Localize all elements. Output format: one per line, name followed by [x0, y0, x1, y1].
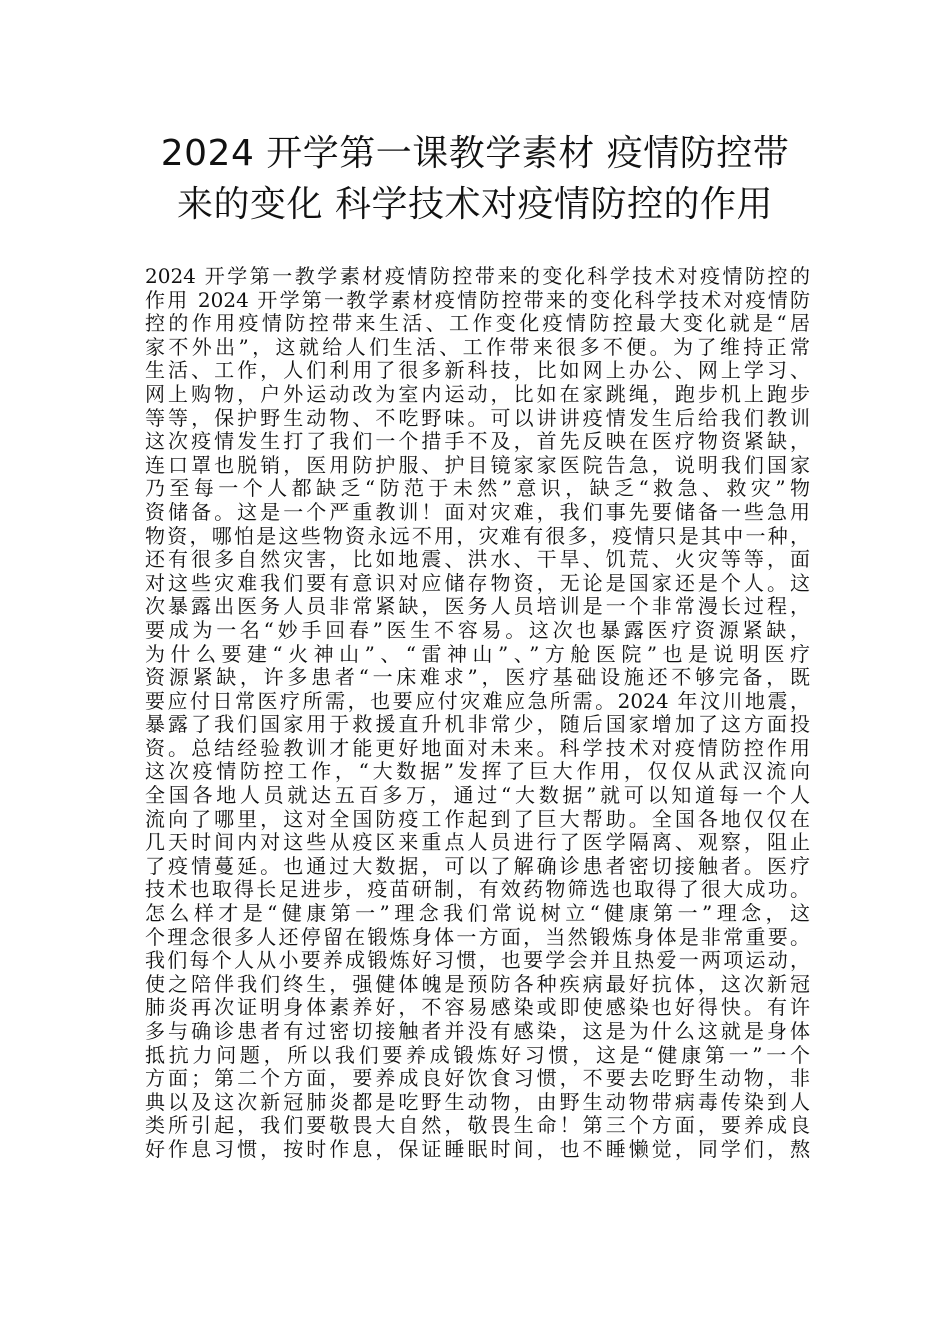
body-line: 次暴露出医务人员非常紧缺，医务人员培训是一个非常漫长过程， — [145, 595, 810, 619]
body-line: 多与确诊患者有过密切接触者并没有感染，这是为什么这就是身体 — [145, 1020, 810, 1043]
document-body — [145, 265, 810, 1162]
body-line: 全国各地人员就达五百多万，通过“大数据”就可以知道每一个人 — [145, 784, 810, 808]
body-line: 几天时间内对这些从疫区来重点人员进行了医学隔离、观察，阻止 — [145, 831, 810, 855]
body-line: 肺炎再次证明身体素养好，不容易感染或即使感染也好得快。有许 — [145, 996, 810, 1020]
body-line: 为什么要建“火神山”、“雷神山”、”方舱医院”也是说明医疗 — [145, 642, 810, 666]
body-line: 等等，保护野生动物、不吃野味。可以讲讲疫情发生后给我们教训 — [145, 406, 810, 430]
body-line: 个理念很多人还停留在锻炼身体一方面，当然锻炼身体是非常重要。 — [145, 925, 810, 949]
body-line: 这次疫情防控工作，“大数据”发挥了巨大作用，仅仅从武汉流向 — [145, 760, 810, 784]
body-line: 物资，哪怕是这些物资永远不用，灾难有很多，疫情只是其中一种， — [145, 524, 810, 548]
document-title — [120, 128, 830, 230]
body-line: 好作息习惯，按时作息，保证睡眠时间，也不睡懒觉，同学们，熬 — [145, 1137, 810, 1161]
body-line: 典以及这次新冠肺炎都是吃野生动物，由野生动物带病毒传染到人 — [145, 1090, 810, 1114]
body-line: 资源紧缺，许多患者“一床难求”，医疗基础设施还不够完备，既 — [145, 666, 810, 690]
body-line: 怎么样才是“健康第一”理念我们常说树立“健康第一”理念，这 — [145, 902, 810, 926]
title-line-1: 2024 开学第一课教学素材 疫情防控带 — [160, 133, 790, 174]
title-line-2: 来的变化 科学技术对疫情防控的作用 — [177, 184, 773, 225]
body-line: 对这些灾难我们要有意识对应储存物资，无论是国家还是个人。这 — [145, 571, 810, 595]
body-line: 乃至每一个人都缺乏“防范于未然”意识，缺乏“救急、救灾”物 — [145, 477, 810, 501]
body-line: 流向了哪里，这对全国防疫工作起到了巨大帮助。全国各地仅仅在 — [145, 807, 810, 831]
body-line: 控的作用疫情防控带来生活、工作变化疫情防控最大变化就是“居 — [145, 312, 810, 336]
body-line: 家不外出”，这就给人们生活、工作带来很多不便。为了维持正常 — [145, 335, 810, 359]
body-line: 还有很多自然灾害，比如地震、洪水、干旱、饥荒、火灾等等，面 — [145, 548, 810, 572]
body-line: 技术也取得长足进步，疫苗研制，有效药物筛选也取得了很大成功。 — [145, 878, 810, 902]
body-line: 生活、工作，人们利用了很多新科技，比如网上办公、网上学习、 — [145, 359, 810, 383]
body-line: 连口罩也脱销，医用防护服、护目镜家家医院告急，说明我们国家 — [145, 453, 810, 477]
body-line: 2024 开学第一教学素材疫情防控带来的变化科学技术对疫情防控的 — [145, 265, 810, 288]
body-line: 网上购物，户外运动改为室内运动，比如在家跳绳，跑步机上跑步 — [145, 382, 810, 406]
body-line: 使之陪伴我们终生，强健体魄是预防各种疾病最好抗体，这次新冠 — [145, 972, 810, 996]
body-line: 这次疫情发生打了我们一个措手不及，首先反映在医疗物资紧缺， — [145, 430, 810, 454]
body-line: 资。总结经验教训才能更好地面对未来。科学技术对疫情防控作用 — [145, 736, 810, 760]
body-line: 了疫情蔓延。也通过大数据，可以了解确诊患者密切接触者。医疗 — [145, 854, 810, 878]
body-line: 资储备。这是一个严重教训！面对灾难，我们事先要储备一些急用 — [145, 500, 810, 524]
body-line: 类所引起，我们要敬畏大自然，敬畏生命！第三个方面，要养成良 — [145, 1114, 810, 1138]
body-line: 方面；第二个方面，要养成良好饮食习惯，不要去吃野生动物，非 — [145, 1067, 810, 1091]
body-line: 我们每个人从小要养成锻炼好习惯，也要学会并且热爱一两项运动， — [145, 949, 810, 973]
body-line: 抵抗力问题，所以我们要养成锻炼好习惯，这是“健康第一”一个 — [145, 1043, 810, 1067]
body-line: 作用 2024 开学第一教学素材疫情防控带来的变化科学技术对疫情防 — [145, 288, 810, 312]
body-line: 要成为一名“妙手回春”医生不容易。这次也暴露医疗资源紧缺， — [145, 618, 810, 642]
body-line: 要应付日常医疗所需，也要应付灾难应急所需。2024 年汶川地震， — [145, 689, 810, 713]
body-line: 暴露了我们国家用于救援直升机非常少，随后国家增加了这方面投 — [145, 713, 810, 737]
